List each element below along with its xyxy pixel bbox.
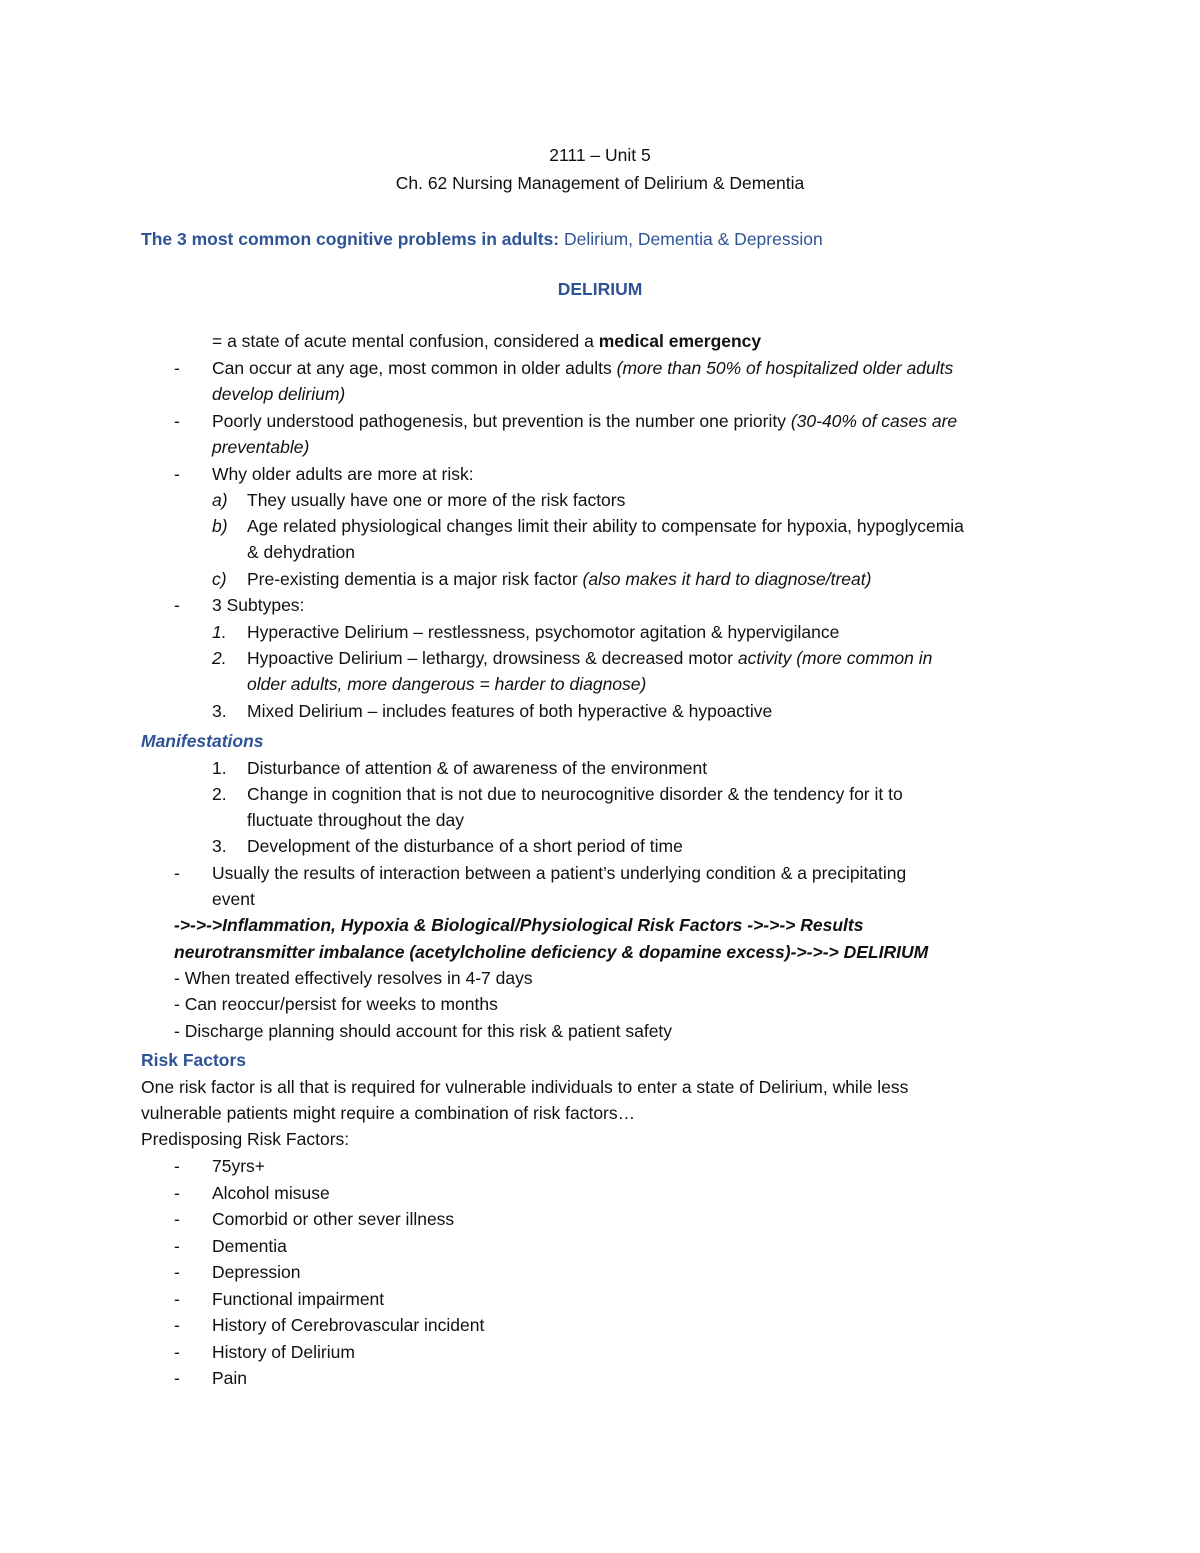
note-resolves: - When treated effectively resolves in 4-7 days: [174, 968, 533, 988]
subtype-2-italic: activity (more common in: [737, 648, 933, 668]
risk-para-2: vulnerable patients might require a combination of risk factors…: [141, 1103, 636, 1123]
list-marker: b): [212, 516, 228, 536]
predisposing-item: Functional impairment: [212, 1289, 385, 1309]
bullet-dash: -: [174, 1236, 180, 1256]
bullet-dash: -: [174, 411, 180, 431]
list-marker: a): [212, 490, 228, 510]
definition-line: [212, 328, 761, 354]
manifestation-3: Development of the disturbance of a short period of time: [247, 836, 683, 856]
subtype-2: [247, 645, 932, 671]
bullet-dash: -: [174, 1368, 180, 1388]
bullet-dash: -: [174, 1342, 180, 1362]
flow-line-2: neurotransmitter imbalance (acetylcholine deficiency & dopamine excess)->->-> DELIRIUM: [174, 942, 929, 962]
risk-item-c-text: Pre-existing dementia is a major risk factor: [247, 569, 583, 589]
subtype-3: Mixed Delirium – includes features of both hyperactive & hypoactive: [247, 701, 773, 721]
bullet-dash: -: [174, 863, 180, 883]
bullet-patho: [212, 408, 957, 434]
subtypes-label: 3 Subtypes:: [212, 595, 305, 615]
bullet-risk-why: Why older adults are more at risk:: [212, 464, 474, 484]
bullet-age-text: Can occur at any age, most common in older adults: [212, 358, 617, 378]
manifestation-1: Disturbance of attention & of awareness of the environment: [247, 758, 708, 778]
intro-line: [141, 226, 823, 252]
bullet-patho-text: Poorly understood pathogenesis, but prevention is the number one priority: [212, 411, 791, 431]
intro-label: The 3 most common cognitive problems in adults:: [141, 229, 560, 249]
bullet-dash: -: [174, 1183, 180, 1203]
delirium-heading: DELIRIUM: [557, 279, 643, 299]
risk-factors-heading: Risk Factors: [141, 1050, 247, 1070]
definition-prefix: = a state of acute mental confusion, considered a: [212, 331, 599, 351]
predisposing-item: Comorbid or other sever illness: [212, 1209, 455, 1229]
bullet-dash: -: [174, 1262, 180, 1282]
risk-para-1: One risk factor is all that is required for vulnerable individuals to enter a state of Delirium, while less: [141, 1077, 909, 1097]
manifestation-2: Change in cognition that is not due to neurocognitive disorder & the tendency for it to: [247, 784, 903, 804]
usually-line-cont: event: [212, 889, 255, 909]
bullet-dash: -: [174, 1156, 180, 1176]
predisposing-item: Depression: [212, 1262, 301, 1282]
predisposing-item: History of Delirium: [212, 1342, 355, 1362]
manifestation-2-cont: fluctuate throughout the day: [247, 810, 464, 830]
definition-emphasis: medical emergency: [598, 331, 762, 351]
bullet-dash: -: [174, 1315, 180, 1335]
predisposing-item: Pain: [212, 1368, 248, 1388]
flow-line-1: ->->->Inflammation, Hypoxia & Biological/Physiological Risk Factors ->->-> Results: [174, 915, 864, 935]
list-marker: 1.: [212, 622, 227, 642]
predisposing-item: Alcohol misuse: [212, 1183, 330, 1203]
note-reoccur: - Can reoccur/persist for weeks to months: [174, 994, 498, 1014]
subtype-2-cont: older adults, more dangerous = harder to diagnose): [247, 674, 647, 694]
list-marker: 3.: [212, 701, 227, 721]
risk-item-c-italic: (also makes it hard to diagnose/treat): [582, 569, 872, 589]
bullet-dash: -: [174, 358, 180, 378]
bullet-dash: -: [174, 1289, 180, 1309]
risk-item-b: Age related physiological changes limit their ability to compensate for hypoxia, hypoglycemia: [247, 516, 964, 536]
manifestations-heading: Manifestations: [141, 731, 264, 751]
note-discharge: - Discharge planning should account for this risk & patient safety: [174, 1021, 673, 1041]
chapter-title: Ch. 62 Nursing Management of Delirium & Dementia: [395, 173, 805, 193]
bullet-age-italic: (more than 50% of hospitalized older adults: [616, 358, 954, 378]
subtype-2-text: Hypoactive Delirium – lethargy, drowsiness & decreased motor: [247, 648, 738, 668]
list-marker: 2.: [212, 648, 227, 668]
subtype-1: Hyperactive Delirium – restlessness, psychomotor agitation & hypervigilance: [247, 622, 840, 642]
predisposing-item: 75yrs+: [212, 1156, 266, 1176]
list-marker: c): [212, 569, 227, 589]
bullet-dash: -: [174, 464, 180, 484]
risk-item-b-cont: & dehydration: [247, 542, 355, 562]
usually-line: Usually the results of interaction between a patient’s underlying condition & a precipitating: [212, 863, 907, 883]
predisposing-label: Predisposing Risk Factors:: [141, 1129, 350, 1149]
bullet-patho-italic: (30-40% of cases are: [790, 411, 958, 431]
list-marker: 3.: [212, 836, 227, 856]
predisposing-item: Dementia: [212, 1236, 287, 1256]
list-marker: 1.: [212, 758, 227, 778]
intro-value: Delirium, Dementia & Depression: [559, 229, 823, 249]
bullet-patho-cont: preventable): [212, 437, 310, 457]
risk-item-c: [247, 566, 871, 592]
predisposing-item: History of Cerebrovascular incident: [212, 1315, 485, 1335]
list-marker: 2.: [212, 784, 227, 804]
course-title: 2111 – Unit 5: [549, 145, 651, 165]
risk-item-a: They usually have one or more of the risk factors: [247, 490, 626, 510]
bullet-dash: -: [174, 1209, 180, 1229]
bullet-age: [212, 355, 953, 381]
bullet-age-cont: develop delirium): [212, 384, 346, 404]
bullet-dash: -: [174, 595, 180, 615]
